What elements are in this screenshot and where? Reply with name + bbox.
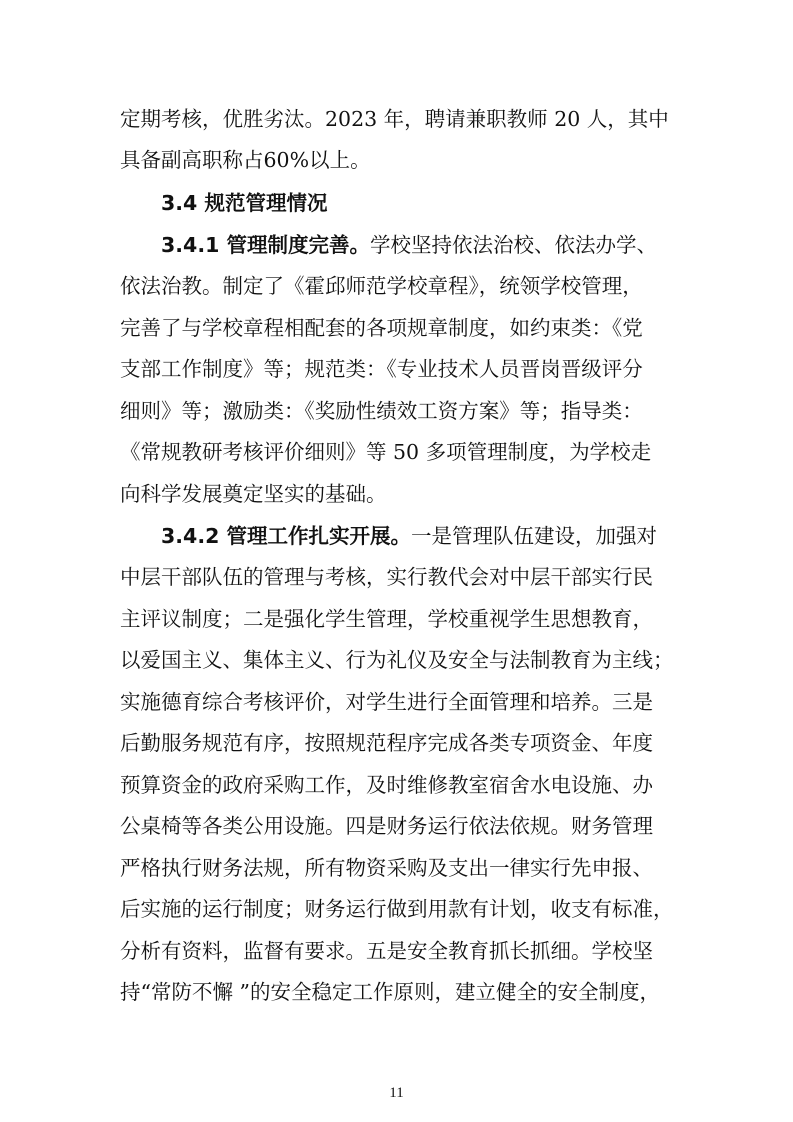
text-line: 分析有资料，监督有要求。五是安全教育抓长抓细。学校坚 bbox=[120, 939, 653, 963]
text-line: 中层干部队伍的管理与考核，实行教代会对中层干部实行民 bbox=[120, 565, 653, 589]
text-line: 《常规教研考核评价细则》等 50 多项管理制度，为学校走 bbox=[120, 440, 652, 464]
text-line: 完善了与学校章程相配套的各项规章制度，如约束类：《党 bbox=[120, 316, 643, 340]
page-number: 11 bbox=[389, 1085, 404, 1101]
text-line: 具备副高职称占60%以上。 bbox=[120, 148, 371, 172]
text-line: 以爱国主义、集体主义、行为礼仪及安全与法制教育为主线； bbox=[120, 648, 674, 672]
subsection-heading: 3.4.2 管理工作扎实开展。 bbox=[161, 524, 412, 548]
text-span: 学校坚持依法治校、依法办学、 bbox=[370, 233, 658, 257]
text-line: 向科学发展奠定坚实的基础。 bbox=[120, 482, 387, 506]
text-line: 依法治教。制定了《霍邱师范学校章程》，统领学校管理， bbox=[120, 274, 643, 298]
paragraph-first-line bbox=[161, 521, 680, 551]
subsection-heading: 3.4.1 管理制度完善。 bbox=[161, 233, 371, 257]
text-line: 细则》等；激励类：《奖励性绩效工资方案》等；指导类： bbox=[120, 399, 643, 423]
text-line: 支部工作制度》等；规范类：《专业技术人员晋岗晋级评分 bbox=[120, 357, 643, 381]
text-line: 预算资金的政府采购工作，及时维修教室宿舍水电设施、办 bbox=[120, 773, 653, 797]
text-line: 实施德育综合考核评价，对学生进行全面管理和培养。三是 bbox=[120, 690, 653, 714]
section-heading: 3.4 规范管理情况 bbox=[161, 191, 328, 215]
text-line: 公桌椅等各类公用设施。四是财务运行依法依规。财务管理 bbox=[120, 814, 653, 838]
text-line: 持“常防不懈 ”的安全稳定工作原则，建立健全的安全制度， bbox=[120, 980, 660, 1004]
paragraph-first-line bbox=[161, 230, 680, 260]
text-line: 主评议制度；二是强化学生管理，学校重视学生思想教育， bbox=[120, 607, 653, 631]
text-line: 后勤服务规范有序，按照规范程序完成各类专项资金、年度 bbox=[120, 731, 653, 755]
text-line: 后实施的运行制度；财务运行做到用款有计划，收支有标准， bbox=[120, 897, 674, 921]
text-line: 严格执行财务法规，所有物资采购及支出一律实行先申报、 bbox=[120, 856, 653, 880]
text-span: 一是管理队伍建设，加强对 bbox=[411, 524, 658, 548]
text-line: 定期考核，优胜劣汰。2023 年，聘请兼职教师 20 人，其中 bbox=[120, 107, 669, 131]
